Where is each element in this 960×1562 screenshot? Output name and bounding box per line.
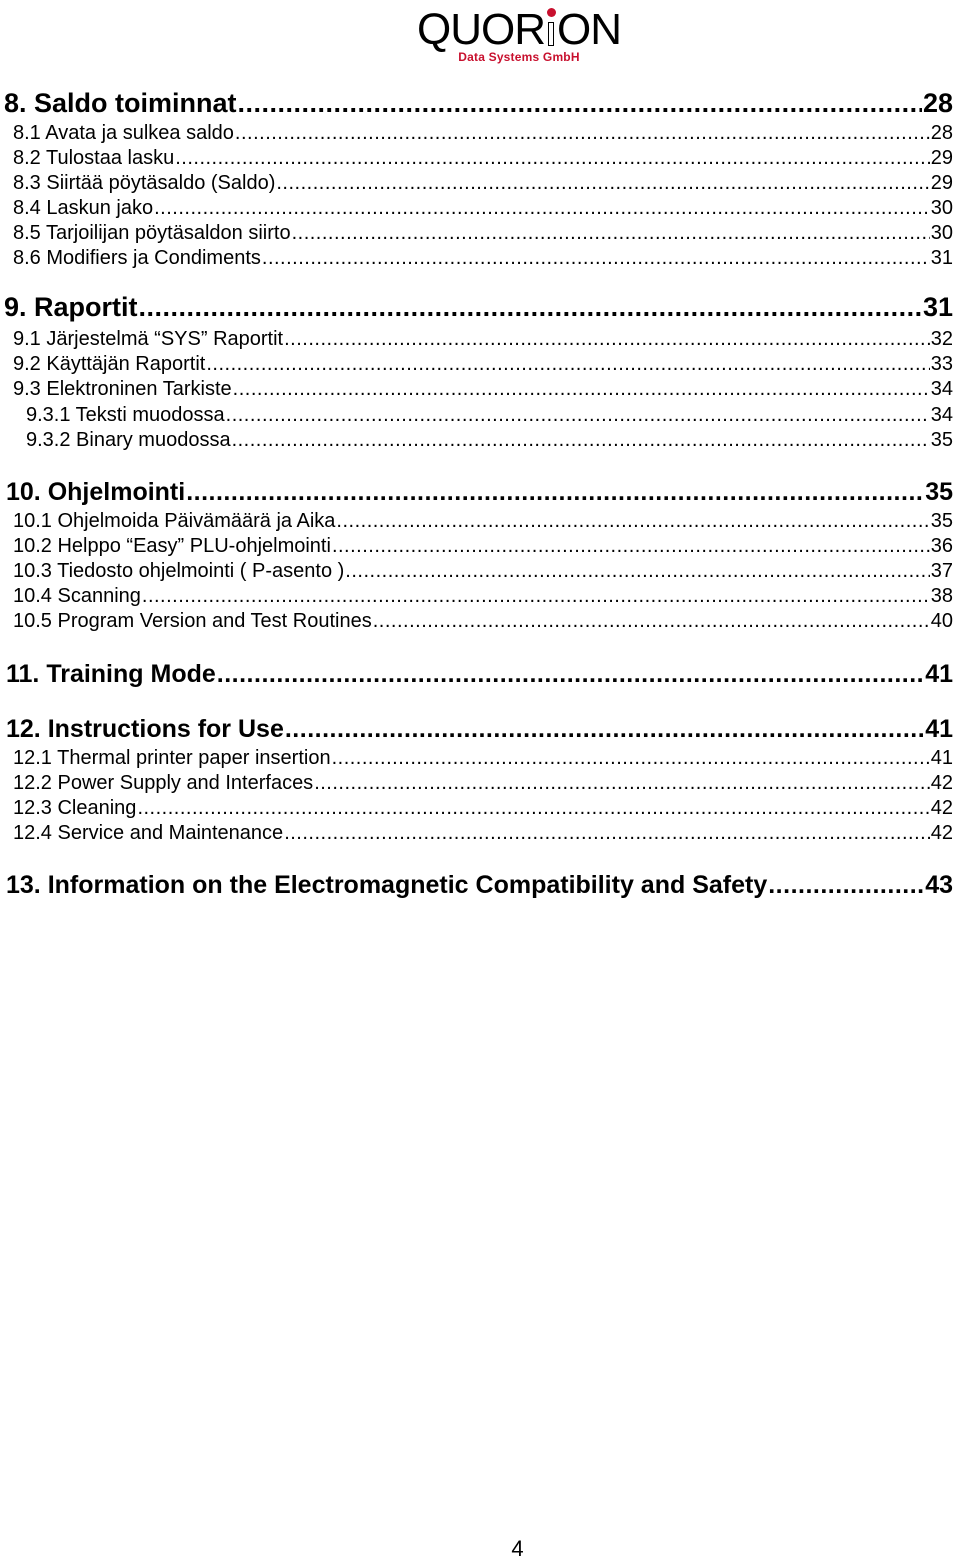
toc-leader <box>154 197 930 220</box>
toc-entry-title: 8.4 Laskun jako <box>13 197 154 219</box>
toc-leader <box>142 585 930 608</box>
toc-entry-page: 34 <box>930 404 953 426</box>
toc-entry-page: 38 <box>930 585 953 607</box>
toc-leader <box>139 292 922 323</box>
page-number: 4 <box>511 1536 524 1561</box>
toc-entry-page: 35 <box>930 510 953 532</box>
toc-entry[interactable] <box>13 247 953 270</box>
toc-entry-title: 8.1 Avata ja sulkea saldo <box>13 122 234 144</box>
toc-entry[interactable] <box>26 429 953 452</box>
toc-leader <box>217 660 924 689</box>
toc-entry[interactable] <box>13 560 953 583</box>
toc-leader <box>232 429 930 452</box>
toc-entry-page: 34 <box>930 378 953 400</box>
toc-leader <box>238 88 922 119</box>
toc-leader <box>206 353 929 376</box>
toc-entry-title: 8. Saldo toiminnat <box>4 88 237 118</box>
toc-leader <box>314 772 930 795</box>
toc-entry[interactable] <box>13 197 953 220</box>
toc-entry-title: 10.3 Tiedosto ohjelmointi ( P-asento ) <box>13 560 345 582</box>
logo-wordmark: QUOR ON <box>417 5 621 54</box>
toc-entry[interactable] <box>13 378 953 401</box>
toc-entry-page: 32 <box>930 328 953 350</box>
toc-entry-page: 30 <box>930 197 953 219</box>
toc-entry-title: 9.2 Käyttäjän Raportit <box>13 353 206 375</box>
toc-entry[interactable] <box>4 88 953 119</box>
toc-entry-title: 12.1 Thermal printer paper insertion <box>13 747 331 769</box>
toc-entry-title: 10.2 Helppo “Easy” PLU-ohjelmointi <box>13 535 331 557</box>
toc-leader <box>332 535 930 558</box>
toc-leader <box>332 747 930 770</box>
toc-entry-page: 31 <box>930 247 953 269</box>
toc-leader <box>336 510 929 533</box>
toc-entry-title: 9.1 Järjestelmä “SYS” Raportit <box>13 328 284 350</box>
toc-leader <box>345 560 929 583</box>
toc-entry[interactable] <box>13 353 953 376</box>
toc-entry[interactable] <box>6 715 953 744</box>
toc-entry-title: 12.2 Power Supply and Interfaces <box>13 772 314 794</box>
toc-entry-title: 10. Ohjelmointi <box>6 478 186 506</box>
toc-leader <box>226 404 930 427</box>
toc-entry-page: 35 <box>925 478 953 506</box>
toc-entry[interactable] <box>26 404 953 427</box>
toc-leader <box>233 378 930 401</box>
logo-subtitle: Data Systems GmbH <box>458 50 580 64</box>
toc-entry-title: 12.3 Cleaning <box>13 797 137 819</box>
toc-entry[interactable] <box>13 822 953 845</box>
toc-entry-title: 8.5 Tarjoilijan pöytäsaldon siirto <box>13 222 291 244</box>
toc-entry-title: 9. Raportit <box>4 292 138 322</box>
toc-entry-page: 43 <box>925 871 953 899</box>
toc-leader <box>285 715 924 744</box>
toc-entry[interactable] <box>13 147 953 170</box>
toc-entry-title: 12. Instructions for Use <box>6 715 284 743</box>
toc-entry[interactable] <box>13 222 953 245</box>
logo-i-glyph <box>546 12 556 46</box>
toc-leader <box>284 822 930 845</box>
toc-leader <box>137 797 929 820</box>
toc-entry[interactable] <box>4 292 953 323</box>
toc-entry-page: 28 <box>930 122 953 144</box>
toc-entry-title: 12.4 Service and Maintenance <box>13 822 284 844</box>
toc-entry[interactable] <box>13 772 953 795</box>
toc-entry-page: 31 <box>922 292 953 322</box>
toc-leader <box>235 122 930 145</box>
toc-entry-title: 10.4 Scanning <box>13 585 141 607</box>
toc-entry-page: 42 <box>930 822 953 844</box>
toc-entry-title: 9.3 Elektroninen Tarkiste <box>13 378 232 400</box>
toc-entry-page: 29 <box>930 172 953 194</box>
toc-entry[interactable] <box>13 510 953 533</box>
toc-leader <box>276 172 929 195</box>
toc-leader <box>284 328 930 351</box>
toc-entry-page: 42 <box>930 797 953 819</box>
toc-entry[interactable] <box>13 797 953 820</box>
toc-entry-title: 10.1 Ohjelmoida Päivämäärä ja Aika <box>13 510 336 532</box>
toc-entry-page: 42 <box>930 772 953 794</box>
quorion-logo <box>404 4 634 68</box>
toc-entry-title: 10.5 Program Version and Test Routines <box>13 610 372 632</box>
toc-entry[interactable] <box>6 660 953 689</box>
toc-entry-page: 41 <box>930 747 953 769</box>
toc-entry-page: 33 <box>930 353 953 375</box>
toc-entry-page: 37 <box>930 560 953 582</box>
toc-leader <box>175 147 930 170</box>
toc-entry-page: 41 <box>925 660 953 688</box>
toc-entry-page: 40 <box>930 610 953 632</box>
toc-leader <box>768 871 924 900</box>
toc-entry[interactable] <box>13 747 953 770</box>
toc-entry-page: 29 <box>930 147 953 169</box>
toc-leader <box>373 610 930 633</box>
toc-entry[interactable] <box>13 535 953 558</box>
toc-entry[interactable] <box>6 478 953 507</box>
toc-entry-title: 9.3.1 Teksti muodossa <box>26 404 225 426</box>
toc-entry-title: 8.6 Modifiers ja Condiments <box>13 247 261 269</box>
toc-entry[interactable] <box>13 122 953 145</box>
toc-entry[interactable] <box>13 610 953 633</box>
toc-entry[interactable] <box>13 328 953 351</box>
toc-entry-title: 9.3.2 Binary muodossa <box>26 429 231 451</box>
toc-entry-page: 28 <box>922 88 953 118</box>
toc-entry-title: 11. Training Mode <box>6 660 216 688</box>
toc-entry-title: 8.2 Tulostaa lasku <box>13 147 175 169</box>
toc-entry-page: 36 <box>930 535 953 557</box>
toc-entry-page: 35 <box>930 429 953 451</box>
toc-entry-page: 30 <box>930 222 953 244</box>
toc-entry[interactable] <box>6 871 953 900</box>
toc-leader <box>292 222 930 245</box>
toc-leader <box>262 247 930 270</box>
toc-entry[interactable] <box>13 585 953 608</box>
toc-entry-title: 13. Information on the Electromagnetic Compatibility and Safety <box>6 871 768 899</box>
toc-entry-page: 41 <box>925 715 953 743</box>
toc-entry-title: 8.3 Siirtää pöytäsaldo (Saldo) <box>13 172 276 194</box>
toc-entry[interactable] <box>13 172 953 195</box>
toc-leader <box>186 478 924 507</box>
